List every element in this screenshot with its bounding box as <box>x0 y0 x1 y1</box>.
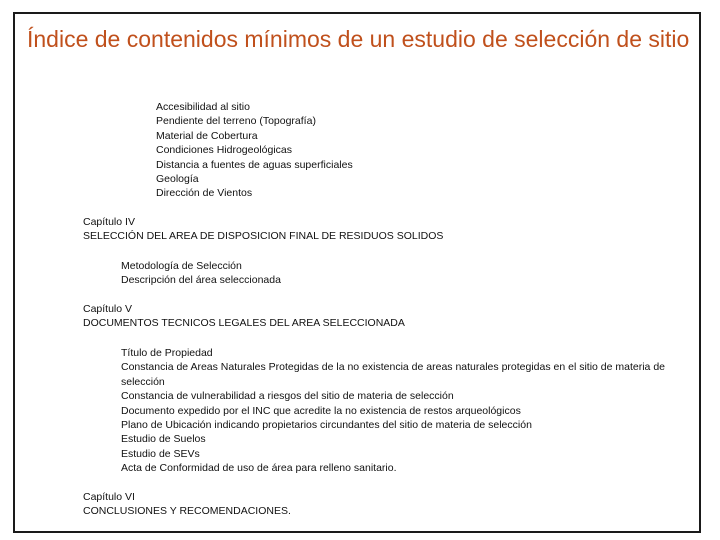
list-item: Constancia de vulnerabilidad a riesgos del sitio de materia de selección <box>121 390 454 403</box>
list-item: Metodología de Selección <box>121 260 242 272</box>
slide-title: Índice de contenidos mínimos de un estudio de selección de sitio <box>27 26 690 52</box>
chapter-5-items <box>121 346 687 476</box>
list-item: Material de Cobertura <box>156 129 258 142</box>
list-item: Dirección de Vientos <box>156 187 253 200</box>
chapter-heading: CONCLUSIONES Y RECOMENDACIONES. <box>83 505 291 518</box>
list-item: Estudio de SEVs <box>121 447 200 460</box>
chapter-label: Capítulo IV <box>83 216 135 228</box>
list-item: Título de Propiedad <box>121 347 213 359</box>
chapter-label: Capítulo V <box>83 303 133 315</box>
site-criteria-list <box>156 100 353 201</box>
list-item: Condiciones Hidrogeológicas <box>156 144 292 157</box>
list-item: Pendiente del terreno (Topografía) <box>156 115 316 128</box>
chapter-heading: DOCUMENTOS TECNICOS LEGALES DEL AREA SELECCIONADA <box>83 317 405 330</box>
list-item: Acta de Conformidad de uso de área para relleno sanitario. <box>121 462 397 475</box>
list-item: Documento expedido por el INC que acredite la no existencia de restos arqueológicos <box>121 404 521 417</box>
list-item: Geología <box>156 173 199 186</box>
chapter-4-header <box>83 215 443 244</box>
chapter-label: Capítulo VI <box>83 491 135 503</box>
list-item: Accesibilidad al sitio <box>156 101 250 113</box>
list-item: Estudio de Suelos <box>121 433 206 446</box>
chapter-4-items <box>121 259 281 288</box>
chapter-5-header <box>83 302 405 331</box>
chapter-6-header <box>83 490 291 519</box>
list-item: Distancia a fuentes de aguas superficiales <box>156 158 353 171</box>
list-item: Plano de Ubicación indicando propietarios circundantes del sitio de materia de selección <box>121 419 532 432</box>
slide-frame <box>13 12 701 533</box>
list-item: Constancia de Areas Naturales Protegidas de la no existencia de areas naturales protegidas en el sitio de materia de selección <box>121 361 665 388</box>
chapter-heading: SELECCIÓN DEL AREA DE DISPOSICION FINAL DE RESIDUOS SOLIDOS <box>83 230 444 243</box>
list-item: Descripción del área seleccionada <box>121 274 281 287</box>
